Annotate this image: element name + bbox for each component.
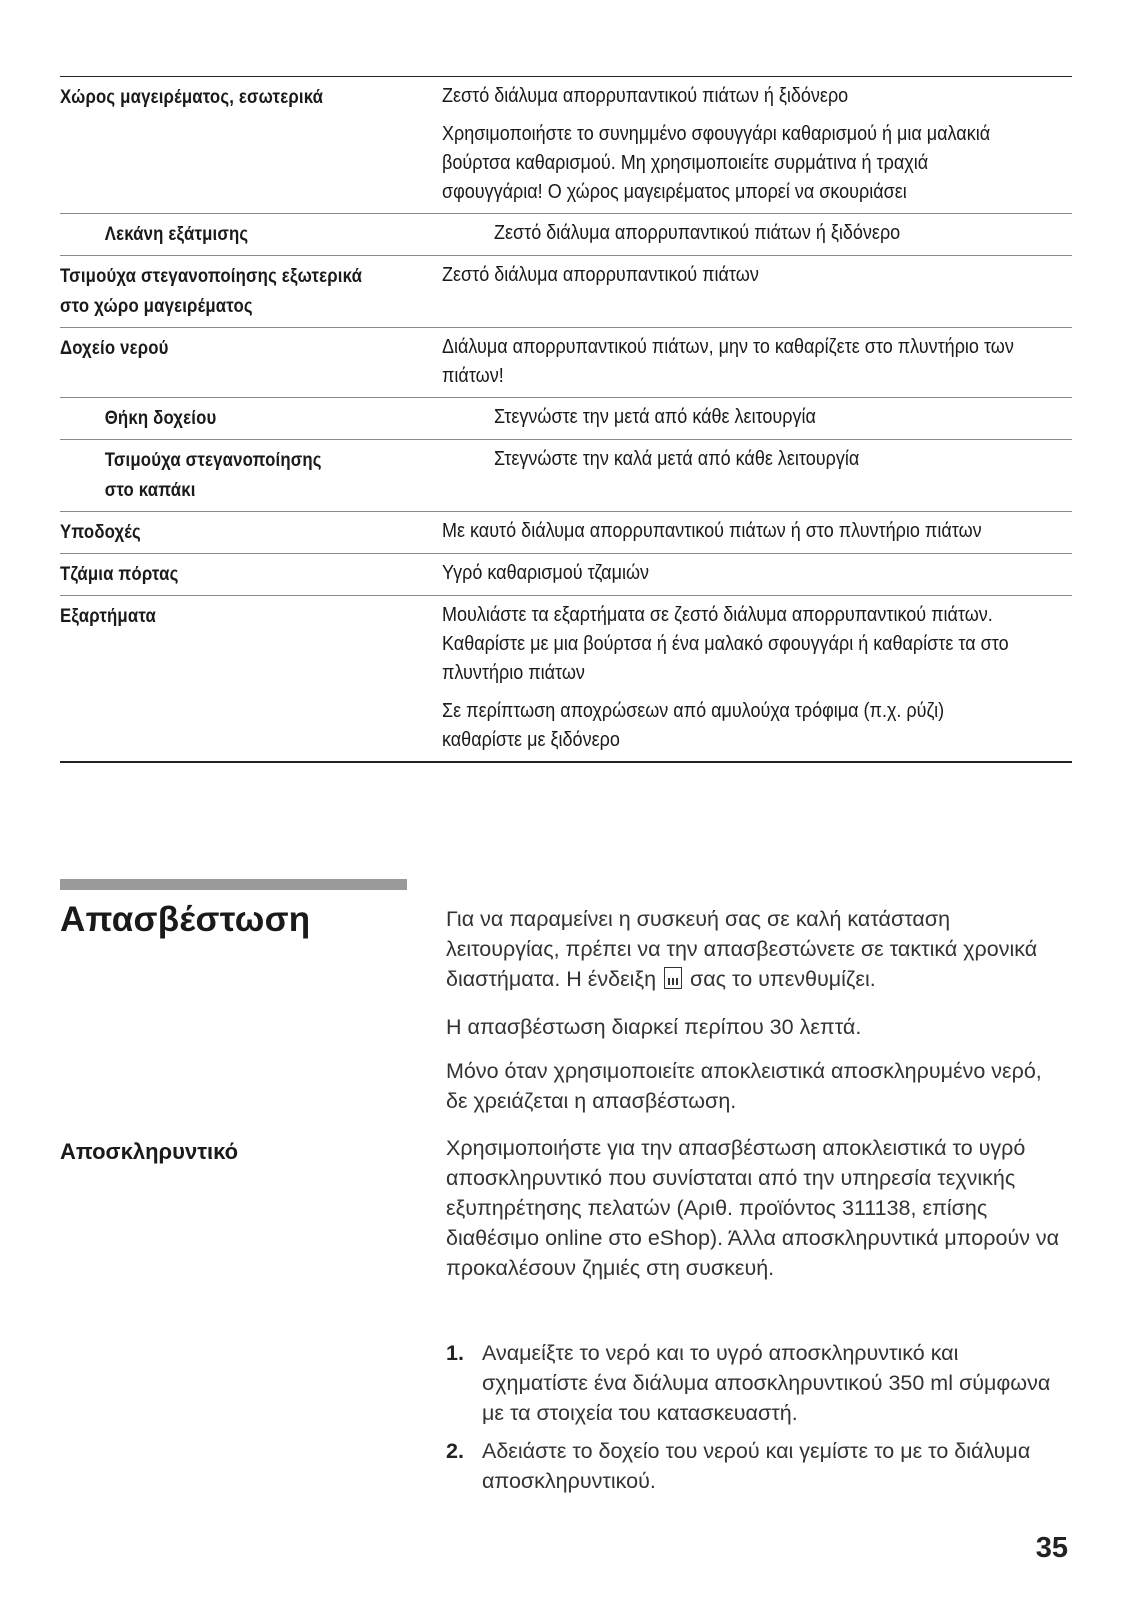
row-label [60, 445, 433, 505]
subheading-descaler: Αποσκληρυντικό [60, 1139, 239, 1164]
row-text: Στεγνώστε την καλά μετά από κάθε λειτουργία [494, 448, 860, 470]
row-description [442, 517, 1018, 547]
descaling-intro-paragraph [446, 904, 1068, 994]
row-description [442, 333, 1018, 391]
row-text: Ζεστό διάλυμα απορρυπαντικού πιάτων ή ξιδόνερο [442, 85, 849, 107]
row-label-line: Τσιμούχα στεγανοποίησης εξωτερικά [60, 265, 363, 287]
row-text: Στεγνώστε την μετά από κάθε λειτουργία [494, 406, 816, 428]
row-description [442, 559, 1018, 589]
descaler-paragraph [446, 1133, 1068, 1283]
list-item [446, 1436, 1068, 1496]
table-row [60, 512, 1072, 554]
paragraph [446, 904, 1068, 994]
row-label: Θήκη δοχείου [104, 407, 217, 429]
row-label-line: στο χώρο μαγειρέματος [60, 295, 253, 317]
step-text: Αδειάστε το δοχείο του νερού και γεμίστε το με το διάλυμα αποσκληρυντικού. [482, 1439, 1031, 1493]
row-description [494, 403, 1070, 433]
descaling-softened-water-paragraph [446, 1056, 1068, 1116]
section-divider-bar [60, 879, 407, 890]
row-label [60, 261, 389, 321]
row-label-line: στο καπάκι [104, 479, 196, 501]
list-item [446, 1338, 1068, 1428]
step-number: 1. [446, 1341, 464, 1365]
table-row [60, 596, 1072, 763]
row-text: Διάλυμα απορρυπαντικού πιάτων, μην το καθαρίζετε στο πλυντήριο των πιάτων! [442, 336, 1014, 387]
row-label: Τζάμια πόρτας [60, 563, 179, 585]
row-text: Ζεστό διάλυμα απορρυπαντικού πιάτων [442, 264, 759, 286]
table-row [60, 398, 1072, 440]
cleaning-table [60, 76, 1072, 763]
table-row [60, 256, 1072, 328]
row-text: Ζεστό διάλυμα απορρυπαντικού πιάτων ή ξιδόνερο [494, 222, 901, 244]
row-description [494, 445, 1070, 505]
table-row [60, 214, 1072, 256]
row-label: Δοχείο νερού [60, 337, 169, 359]
descaling-steps-list [446, 1338, 1068, 1504]
paragraph: Μόνο όταν χρησιμοποιείτε αποκλειστικά αποσκληρυμένο νερό, δε χρειάζεται η απασβέστωση. [446, 1059, 1042, 1113]
row-text: Υγρό καθαρισμού τζαμιών [442, 562, 649, 584]
paragraph: Χρησιμοποιήστε για την απασβέστωση αποκλειστικά το υγρό αποσκληρυντικό που συνίσταται από την υπηρεσία τεχνικής εξυπηρέτησης πελατών (Αριθ. προϊόντος 311138, επίσης διαθέσιμο online στο eShop). Άλλα αποσκληρυντικά μπορούν να προκαλέσουν ζημιές στη συσκευή. [446, 1136, 1060, 1280]
row-text: Μουλιάστε τα εξαρτήματα σε ζεστό διάλυμα απορρυπαντικού πιάτων. Καθαρίστε με μια βούρτσα ή ένα μαλακό σφουγγάρι ή καθαρίστε τα στο πλυντήριο πιάτων [442, 604, 1009, 684]
step-text: Αναμείξτε το νερό και το υγρό αποσκληρυντικό και σχηματίστε ένα διάλυμα αποσκληρυντικού 350 ml σύμφωνα με τα στοιχεία του κατασκευαστή. [482, 1341, 1051, 1425]
table-row [60, 328, 1072, 398]
row-description [442, 601, 1018, 755]
row-label: Χώρος μαγειρέματος, εσωτερικά [60, 86, 324, 108]
table-row [60, 554, 1072, 596]
row-description [442, 82, 1018, 207]
row-label: Υποδοχές [60, 521, 141, 543]
step-number: 2. [446, 1439, 464, 1463]
text-span: Για να παραμείνει η συσκευή σας σε καλή κατάσταση λειτουργίας, πρέπει να την απασβεστώνετε σε τακτικά χρονικά διαστήματα. Η ένδειξη [446, 907, 1038, 991]
row-label-line: Τσιμούχα στεγανοποίησης [104, 449, 322, 471]
table-row [60, 77, 1072, 214]
section-heading-descaling: Απασβέστωση [60, 900, 311, 939]
row-label: Λεκάνη εξάτμισης [104, 223, 249, 245]
table-row [60, 440, 1072, 512]
row-text: Με καυτό διάλυμα απορρυπαντικού πιάτων ή στο πλυντήριο πιάτων [442, 520, 982, 542]
row-description [442, 261, 1018, 321]
paragraph: Η απασβέστωση διαρκεί περίπου 30 λεπτά. [446, 1015, 862, 1039]
row-text: Χρησιμοποιήστε το συνημμένο σφουγγάρι καθαρισμού ή μια μαλακιά βούρτσα καθαρισμού. Μη χρησιμοποιείτε συρμάτινα ή τραχιά σφουγγάρια! Ο χώρος μαγειρέματος μπορεί να σκουριάσει [442, 123, 991, 203]
row-label: Εξαρτήματα [60, 605, 157, 627]
descaling-duration-paragraph [446, 1012, 1068, 1042]
page-number: 35 [1035, 1532, 1068, 1564]
text-span: σας το υπενθυμίζει. [684, 967, 876, 991]
row-text: Σε περίπτωση αποχρώσεων από αμυλούχα τρόφιμα (π.χ. ρύζι) καθαρίστε με ξιδόνερο [442, 700, 945, 751]
descale-indicator-icon [664, 967, 682, 989]
row-description [494, 219, 1070, 249]
